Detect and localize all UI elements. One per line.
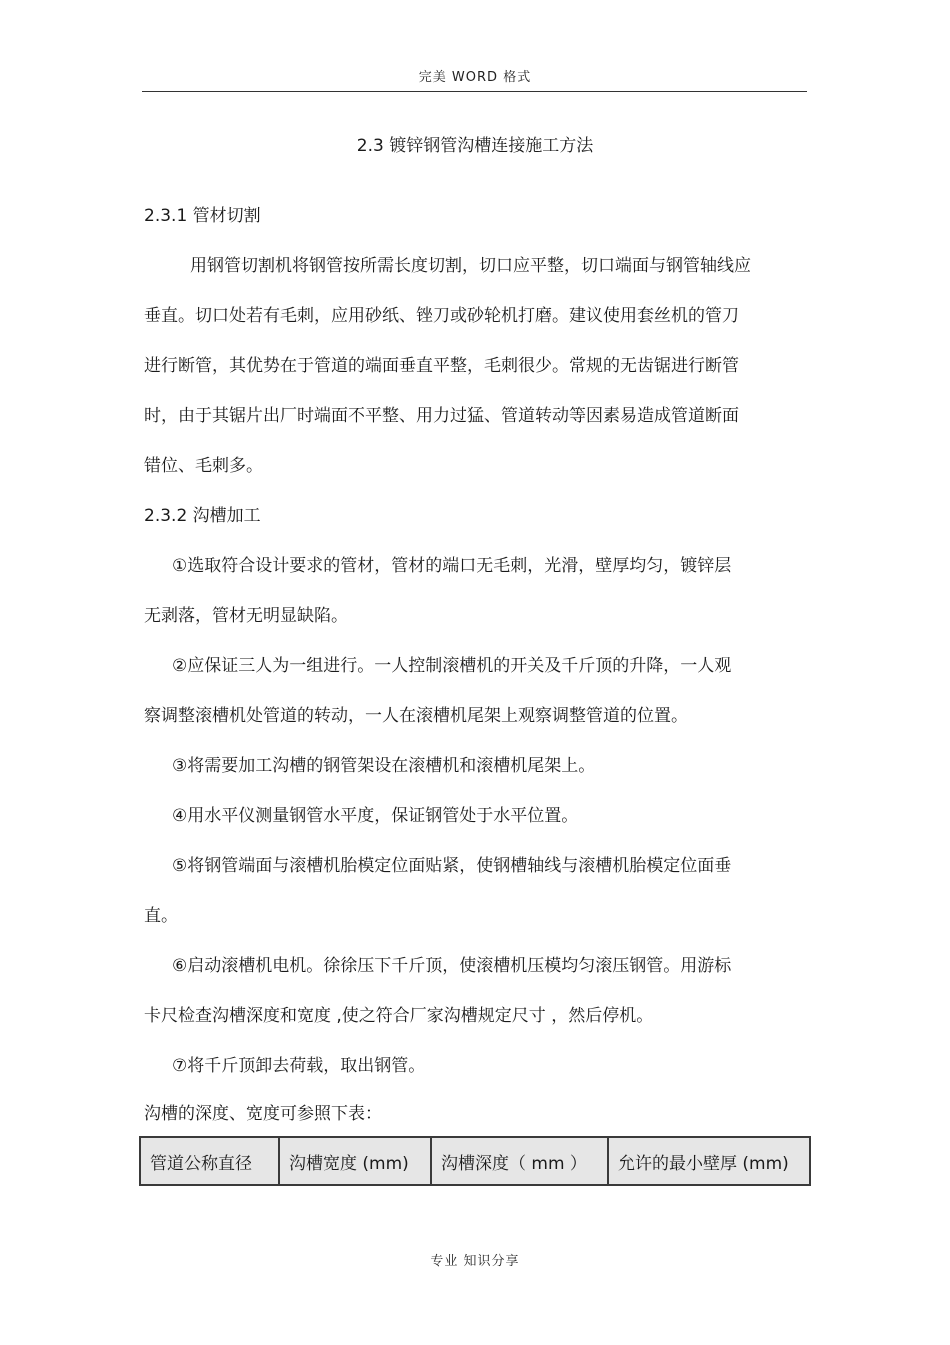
table-header-cell: 沟槽深度（ mm ）	[431, 1137, 608, 1185]
table-header-cell: 管道公称直径	[140, 1137, 279, 1185]
table-header-row	[140, 1137, 810, 1185]
text-line: 错位、毛刺多。	[144, 456, 263, 476]
table-header-cell: 沟槽宽度 (mm)	[279, 1137, 431, 1185]
groove-spec-table	[139, 1136, 811, 1186]
page-footer: 专业 知识分享	[430, 1254, 520, 1269]
text-line: 用钢管切割机将钢管按所需长度切割，切口应平整，切口端面与钢管轴线应	[190, 256, 751, 276]
text-line: ①选取符合设计要求的管材，管材的端口无毛刺，光滑，壁厚均匀，镀锌层	[172, 556, 732, 576]
section-title: 2.3 镀锌钢管沟槽连接施工方法	[356, 136, 594, 156]
text-line: 无剥落，管材无明显缺陷。	[144, 606, 348, 626]
text-line: 直。	[144, 906, 178, 926]
text-line: 时，由于其锯片出厂时端面不平整、用力过猛、管道转动等因素易造成管道断面	[144, 406, 739, 426]
text-line: ⑦将千斤顶卸去荷载，取出钢管。	[172, 1056, 426, 1076]
text-line: ④用水平仪测量钢管水平度，保证钢管处于水平位置。	[172, 806, 579, 826]
table-header-cell: 允许的最小壁厚 (mm)	[608, 1137, 810, 1185]
page-header: 完美 WORD 格式	[418, 70, 532, 85]
text-line: 卡尺检查沟槽深度和宽度 ,使之符合厂家沟槽规定尺寸 ，然后停机。	[144, 1006, 654, 1026]
text-line: 察调整滚槽机处管道的转动，一人在滚槽机尾架上观察调整管道的位置。	[144, 706, 688, 726]
header-rule	[142, 91, 807, 92]
text-line: 进行断管，其优势在于管道的端面垂直平整，毛刺很少。常规的无齿锯进行断管	[144, 356, 739, 376]
text-line: 2.3.2 沟槽加工	[144, 506, 261, 526]
text-line: 沟槽的深度、宽度可参照下表：	[144, 1104, 382, 1124]
text-line: ②应保证三人为一组进行。一人控制滚槽机的开关及千斤顶的升降，一人观	[172, 656, 732, 676]
text-line: ⑥启动滚槽机电机。徐徐压下千斤顶，使滚槽机压模均匀滚压钢管。用游标	[172, 956, 732, 976]
text-line: 2.3.1 管材切割	[144, 206, 261, 226]
text-line: ⑤将钢管端面与滚槽机胎模定位面贴紧，使钢槽轴线与滚槽机胎模定位面垂	[172, 856, 732, 876]
text-line: 垂直。切口处若有毛刺，应用砂纸、锉刀或砂轮机打磨。建议使用套丝机的管刀	[144, 306, 739, 326]
text-line: ③将需要加工沟槽的钢管架设在滚槽机和滚槽机尾架上。	[172, 756, 596, 776]
